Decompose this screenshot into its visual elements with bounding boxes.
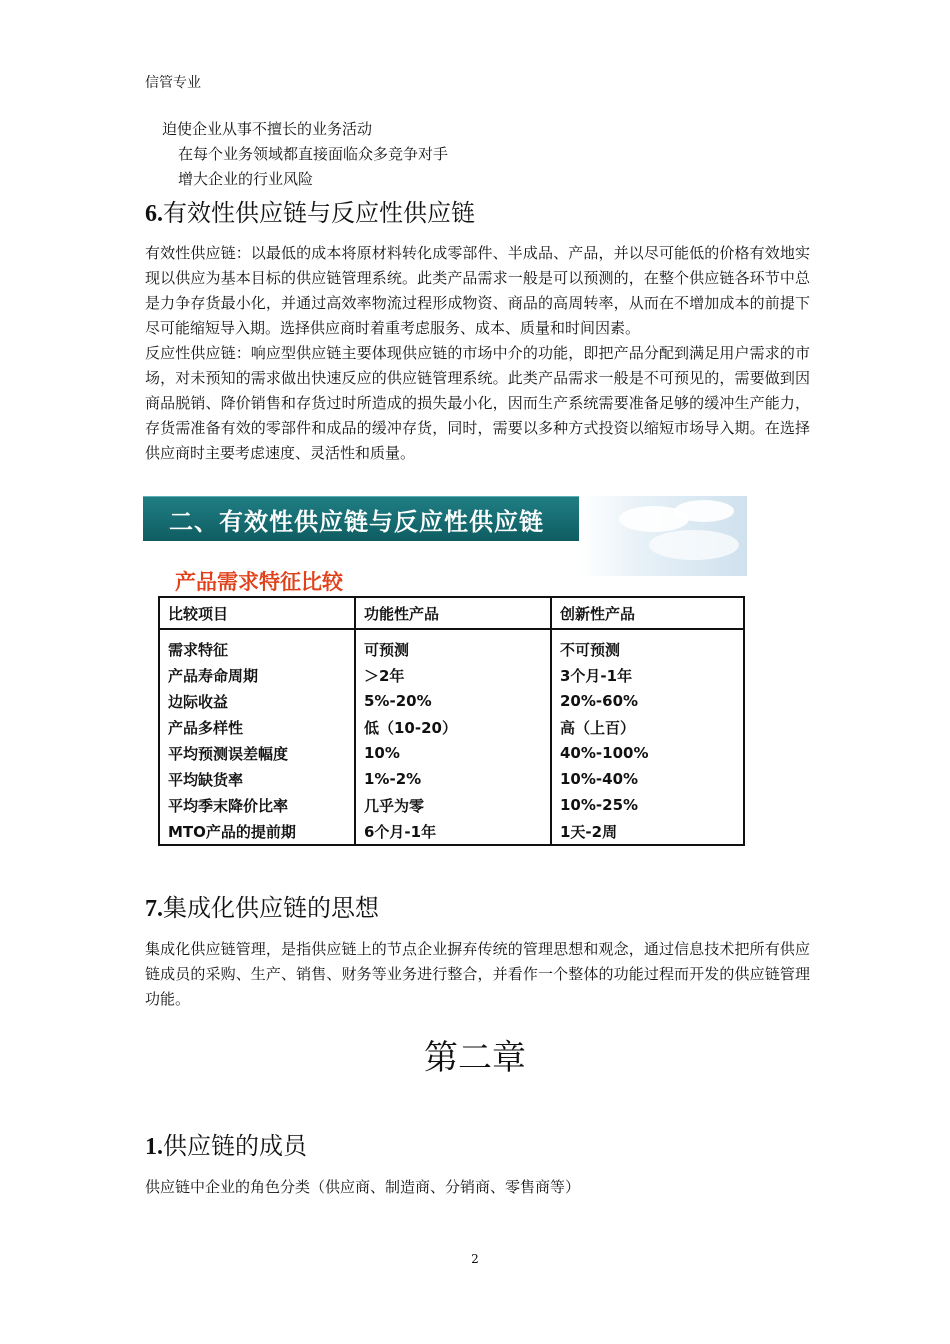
comparison-slide-image — [143, 496, 747, 852]
table-cell: 10%-40% — [551, 766, 744, 792]
bullet-item: 增大企业的行业风险 — [178, 170, 314, 188]
table-cell: 低（10-20） — [355, 714, 551, 740]
table-cell: 平均缺货率 — [159, 766, 355, 792]
section-7-heading — [145, 888, 379, 923]
sky-background — [579, 496, 747, 576]
table-row — [159, 766, 744, 792]
column-header: 比较项目 — [159, 597, 355, 629]
slide-banner — [143, 496, 579, 541]
section-1-body — [145, 1175, 810, 1200]
table-cell: 20%-60% — [551, 688, 744, 714]
table-row — [159, 714, 744, 740]
bullet-item: 在每个业务领域都直接面临众多竞争对手 — [178, 145, 449, 163]
slide-subtitle: 产品需求特征比较 — [175, 570, 343, 594]
table-row — [159, 688, 744, 714]
table-cell: 产品多样性 — [159, 714, 355, 740]
table-cell: 可预测 — [355, 629, 551, 662]
page-number: 2 — [471, 1252, 479, 1266]
table-cell: 需求特征 — [159, 629, 355, 662]
chain-members-paragraph: 供应链中企业的角色分类（供应商、制造商、分销商、零售商等） — [145, 1178, 581, 1196]
efficient-chain-paragraph: 有效性供应链：以最低的成本将原材料转化成零部件、半成品、产品，并以尽可能低的价格有效地实现以供应为基本目标的供应链管理系统。此类产品需求一般是可以预测的，在整个供应链各环节中总是力争存货最小化，并通过高效率物流过程形成物资、商品的高周转率，从而在不增加成本的前提下尽可能缩短导入期。选择供应商时着重考虑服务、成本、质量和时间因素。 — [145, 244, 810, 337]
column-header: 创新性产品 — [551, 597, 744, 629]
table-cell: 40%-100% — [551, 740, 744, 766]
table-cell: 几乎为零 — [355, 792, 551, 818]
table-cell: 不可预测 — [551, 629, 744, 662]
table-row — [159, 629, 744, 662]
section-6-number: 6. — [145, 201, 163, 227]
table-cell: 10%-25% — [551, 792, 744, 818]
table-header-row — [159, 597, 744, 629]
product-demand-comparison-table — [158, 596, 745, 846]
table-cell: 1%-2% — [355, 766, 551, 792]
section-7-number: 7. — [145, 896, 163, 922]
table-cell: ＞2年 — [355, 662, 551, 688]
table-cell: 10% — [355, 740, 551, 766]
chapter-title: 第二章 — [424, 1038, 526, 1078]
section-7-body — [145, 937, 810, 1012]
table-cell: 6个月-1年 — [355, 818, 551, 845]
table-row — [159, 662, 744, 688]
table-cell: 平均预测误差幅度 — [159, 740, 355, 766]
responsive-chain-paragraph: 反应性供应链：响应型供应链主要体现供应链的市场中介的功能，即把产品分配到满足用户需求的市场，对未预知的需求做出快速反应的供应链管理系统。此类产品需求一般是不可预见的，需要做到因商品脱销、降价销售和存货过时所造成的损失最小化，因而生产系统需要准备足够的缓冲生产能力，存货需准备有效的零部件和成品的缓冲存货，同时，需要以多种方式投资以缩短市场导入期。在选择供应商时主要考虑速度、灵活性和质量。 — [145, 344, 810, 462]
section-6-heading — [145, 193, 475, 228]
table-cell: 边际收益 — [159, 688, 355, 714]
bullet-intro: 迫使企业从事不擅长的业务活动 — [162, 120, 373, 138]
table-cell: 1天-2周 — [551, 818, 744, 845]
table-cell: 5%-20% — [355, 688, 551, 714]
table-cell: 平均季末降价比率 — [159, 792, 355, 818]
page-header: 信管专业 — [145, 75, 201, 91]
integrated-chain-paragraph: 集成化供应链管理，是指供应链上的节点企业摒弃传统的管理思想和观念，通过信息技术把所有供应链成员的采购、生产、销售、财务等业务进行整合，并看作一个整体的功能过程而开发的供应链管理功能。 — [145, 940, 810, 1008]
table-row — [159, 792, 744, 818]
section-7-title: 集成化供应链的思想 — [163, 896, 379, 922]
table-cell: 3个月-1年 — [551, 662, 744, 688]
slide-banner-title: 二、有效性供应链与反应性供应链 — [169, 508, 544, 536]
table-cell: MTO产品的提前期 — [159, 818, 355, 845]
section-1-number: 1. — [145, 1134, 163, 1160]
table-row — [159, 818, 744, 845]
table-cell: 高（上百） — [551, 714, 744, 740]
table-row — [159, 740, 744, 766]
section-6-title: 有效性供应链与反应性供应链 — [163, 201, 475, 227]
section-6-body — [145, 241, 810, 466]
table-cell: 产品寿命周期 — [159, 662, 355, 688]
section-1-heading — [145, 1126, 307, 1161]
column-header: 功能性产品 — [355, 597, 551, 629]
section-1-title: 供应链的成员 — [163, 1134, 307, 1160]
